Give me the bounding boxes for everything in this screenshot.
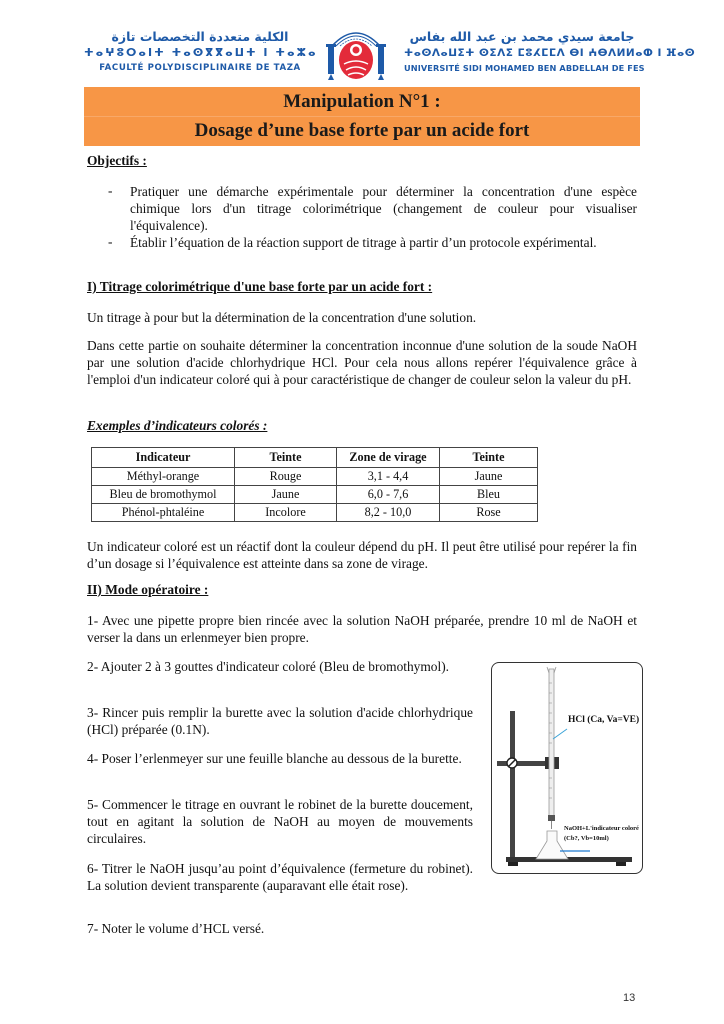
university-name-tifinagh: ⵜⴰⵙⴷⴰⵡⵉⵜ ⵙⵉⴷⵉ ⵎⵓⵃⵎⵎⴷ ⴱⵏ ⵄⴱⴷⵍⵍⴰⵀ ⵏ ⴼⴰⵙ bbox=[404, 47, 696, 59]
titration-setup-figure bbox=[491, 662, 643, 874]
flask-label bbox=[564, 824, 639, 844]
table-row bbox=[92, 468, 538, 486]
bullet-dash: - bbox=[108, 234, 113, 249]
bullet-dash: - bbox=[108, 183, 113, 198]
indicators-table bbox=[91, 447, 538, 522]
faculty-name-french: FACULTÉ POLYDISCIPLINAIRE DE TAZA bbox=[99, 63, 301, 73]
step-2: 2- Ajouter 2 à 3 gouttes d'indicateur coloré (Bleu de bromothymol). bbox=[87, 659, 450, 674]
step-6: 6- Titrer le NaOH jusqu’au point d’équivalence (fermeture du robinet). La solution devient transparente (auparavant elle était rose). bbox=[87, 861, 473, 893]
table-cell: Phénol-phtaléine bbox=[92, 504, 235, 522]
table-cell: Rose bbox=[440, 504, 538, 522]
table-header-row bbox=[92, 448, 538, 468]
objectif-item-1: Pratiquer une démarche expérimentale pour déterminer la concentration d'une espèce chimique lors d'un titrage colorimétrique (changement de couleur pour visualiser l'équivalence). bbox=[130, 184, 637, 233]
step-4: 4- Poser l’erlenmeyer sur une feuille blanche au dessous de la burette. bbox=[87, 751, 462, 766]
table-cell: Jaune bbox=[235, 486, 337, 504]
section-1-paragraph-2: Dans cette partie on souhaite déterminer la concentration inconnue d'une solution de la soude NaOH par une solution d'acide chlorhydrique HCl. Pour cela nous allons repérer l'équivalence grâce à l'emploi d'un indicateur coloré qui à pour caractéristique de changer de couleur selon la valeur du pH. bbox=[87, 338, 637, 387]
table-cell: Rouge bbox=[235, 468, 337, 486]
table-row bbox=[92, 504, 538, 522]
page-number: 13 bbox=[623, 992, 636, 1004]
title-banner bbox=[84, 87, 640, 146]
table-cell: 6,0 - 7,6 bbox=[337, 486, 440, 504]
column-header: Teinte bbox=[440, 448, 538, 468]
step-3: 3- Rincer puis remplir la burette avec la solution d'acide chlorhydrique (HCl) préparée (0.1N). bbox=[87, 705, 473, 737]
column-header: Teinte bbox=[235, 448, 337, 468]
manipulation-number: Manipulation N°1 : bbox=[283, 91, 441, 112]
table-row bbox=[92, 486, 538, 504]
university-block bbox=[404, 28, 696, 76]
university-name-arabic: جامعة سيدي محمد بن عبد الله بفاس bbox=[409, 29, 635, 44]
university-name-french: UNIVERSITÉ SIDI MOHAMED BEN ABDELLAH DE FES bbox=[404, 63, 645, 73]
page-header bbox=[84, 24, 696, 80]
page-title: Dosage d’une base forte par un acide fort bbox=[194, 120, 530, 141]
objectif-item-2: Établir l’équation de la réaction support de titrage à partir d’un protocole expérimental. bbox=[130, 235, 597, 250]
faculty-block bbox=[84, 28, 316, 76]
section-2-heading: II) Mode opératoire : bbox=[87, 582, 209, 597]
flask-label-line-1: NaOH+L'indicateur coloré bbox=[564, 825, 639, 832]
faculty-name-arabic: الكلية متعددة التخصصات تازة bbox=[111, 29, 289, 44]
section-1-paragraph-1: Un titrage à pour but la détermination de la concentration d'une solution. bbox=[87, 310, 477, 325]
column-header: Zone de virage bbox=[337, 448, 440, 468]
burette-label: HCl (Ca, Va=VE) bbox=[568, 715, 640, 725]
step-5: 5- Commencer le titrage en ouvrant le robinet de la burette doucement, tout en agitant la solution de NaOH au moyen de mouvements circulaires. bbox=[87, 797, 473, 846]
banner-divider bbox=[84, 116, 640, 117]
objectifs-heading: Objectifs : bbox=[87, 153, 147, 168]
section-1-heading: I) Titrage colorimétrique d'une base forte par un acide fort : bbox=[87, 279, 433, 294]
faculty-name-tifinagh: ⵜⴰⵖⵓⵔⴰⵏⵜ ⵜⴰⵙⴳⴳⴰⵡⵜ ⵏ ⵜⴰⵣⴰ bbox=[84, 46, 318, 59]
table-cell: Bleu bbox=[440, 486, 538, 504]
step-1: 1- Avec une pipette propre bien rincée avec la solution NaOH préparée, prendre 10 ml de NaOH et verser la dans un erlenmeyer bien propre. bbox=[87, 613, 637, 645]
table-cell: Bleu de bromothymol bbox=[92, 486, 235, 504]
flask-label-line-2: (Cb?, Vb=10ml) bbox=[564, 835, 609, 842]
table-cell: Méthyl-orange bbox=[92, 468, 235, 486]
section-1-paragraph-3: Un indicateur coloré est un réactif dont la couleur dépend du pH. Il peut être utilisé pour repérer la fin d’un dosage si l’équivalence est atteinte dans sa zone de virage. bbox=[87, 539, 637, 571]
column-header: Indicateur bbox=[92, 448, 235, 468]
table-cell: 3,1 - 4,4 bbox=[337, 468, 440, 486]
table-cell: Jaune bbox=[440, 468, 538, 486]
table-cell: 8,2 - 10,0 bbox=[337, 504, 440, 522]
table-cell: Incolore bbox=[235, 504, 337, 522]
examples-heading: Exemples d’indicateurs colorés : bbox=[87, 418, 268, 433]
university-emblem-icon bbox=[322, 24, 390, 82]
step-7: 7- Noter le volume d’HCL versé. bbox=[87, 921, 265, 936]
